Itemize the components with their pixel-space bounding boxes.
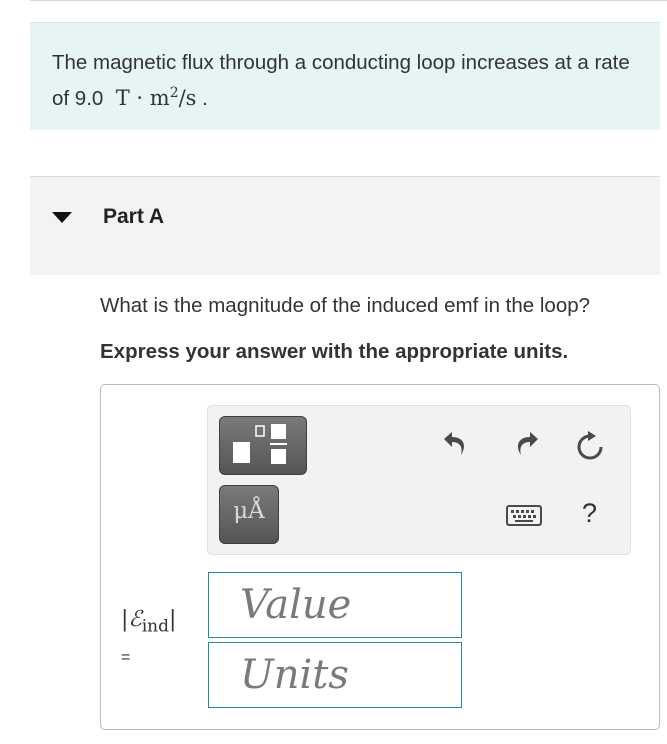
templates-button[interactable] [219,416,307,475]
emf-label: |ℰ$_{ind}$| [121,607,177,637]
equals-sign: = [121,649,131,666]
problem-period: . [202,87,208,110]
units-button[interactable] [219,485,279,544]
answer-box [100,384,660,730]
templates-icon [220,417,308,476]
keyboard-icon[interactable] [506,504,542,528]
collapse-caret-icon[interactable] [52,212,72,223]
part-header[interactable] [30,176,660,275]
undo-icon[interactable] [440,428,474,462]
part-title: Part A [103,205,165,228]
units-icon: μÅ [233,498,265,524]
top-divider [30,0,667,1]
math-toolbar [207,405,631,555]
problem-text: The magnetic flux through a conducting loop increases at a rate of 9.0 [52,51,630,110]
units-input[interactable] [208,642,462,708]
help-button[interactable]: ? [582,498,598,528]
answer-instruction: Express your answer with the appropriate units. [100,340,569,363]
question-text: What is the magnitude of the induced emf in the loop? [100,294,591,317]
problem-intro [30,22,660,130]
problem-statement [52,47,652,114]
value-input[interactable] [208,572,462,638]
redo-icon[interactable] [508,428,542,462]
reset-icon[interactable] [573,430,607,464]
flux-rate-unit: $T \cdot m^2/s$ [115,85,197,110]
